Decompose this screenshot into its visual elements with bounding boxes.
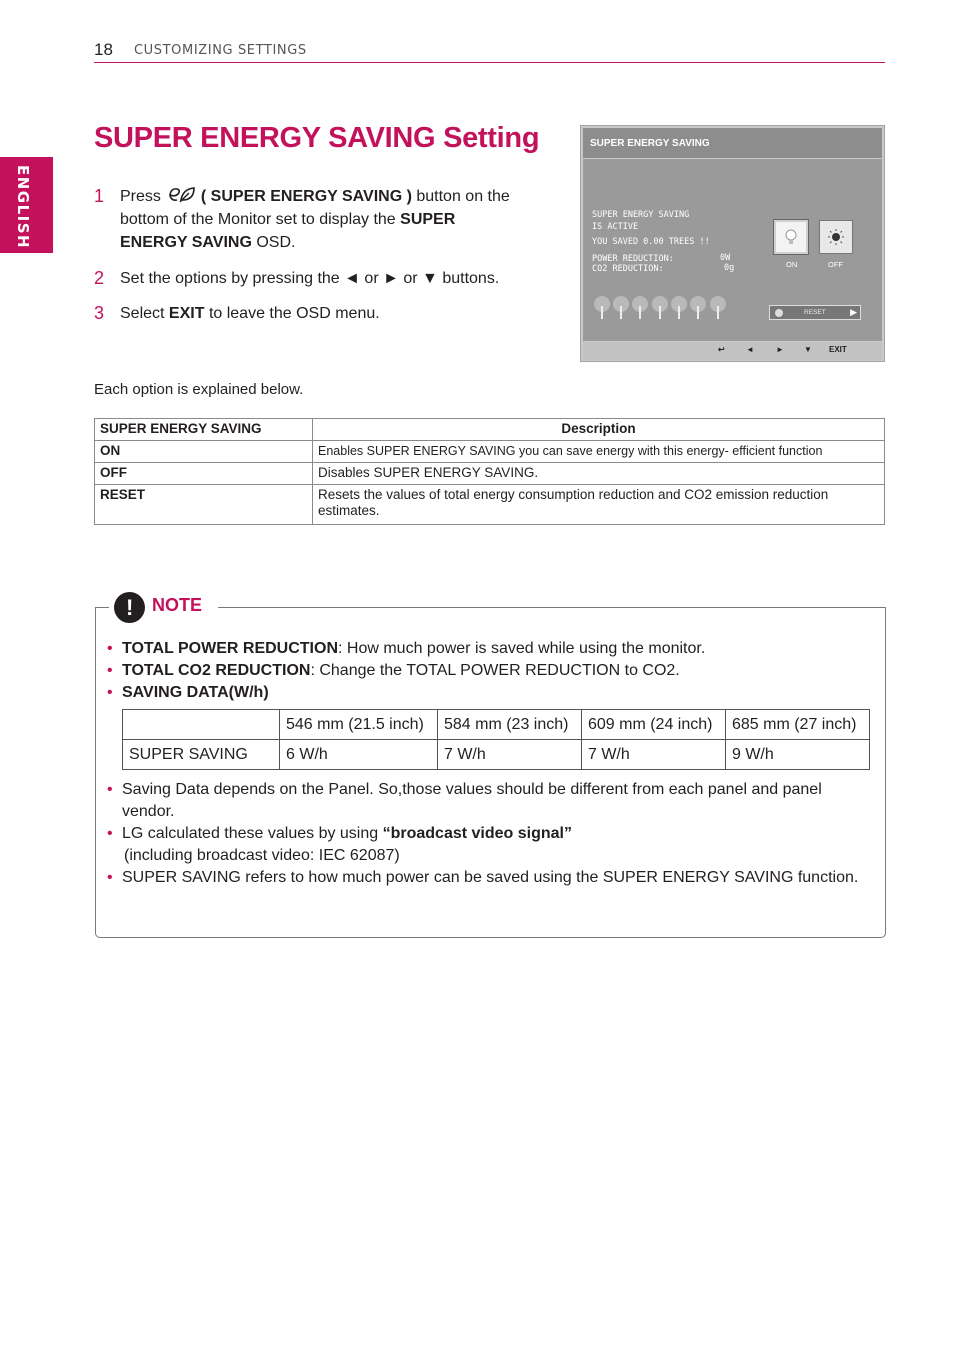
super-energy-saving-icon [167, 186, 197, 203]
section-title: CUSTOMIZING SETTINGS [134, 43, 307, 58]
osd-status-line-1: SUPER ENERGY SAVING [592, 210, 690, 220]
table-row [123, 740, 870, 770]
osd-off-label: OFF [828, 260, 843, 269]
option-desc: Enables SUPER ENERGY SAVING you can save energy with this energy- efficient function [313, 441, 885, 463]
osd-reset-button[interactable] [769, 305, 861, 320]
table-cell: SUPER SAVING [123, 740, 280, 770]
option-key: ON [95, 441, 313, 463]
table-header-row [95, 419, 885, 441]
osd-exit-label[interactable]: EXIT [829, 345, 847, 354]
note-border [95, 607, 109, 608]
sun-icon [820, 221, 852, 253]
osd-power-value: 0W [720, 253, 731, 263]
option-key: RESET [95, 485, 313, 525]
page-number: 18 [94, 40, 113, 59]
step-number-1: 1 [94, 186, 105, 206]
osd-co2-value: 0g [724, 263, 735, 273]
language-tab [0, 157, 53, 253]
step-3-text: Select EXIT to leave the OSD menu. [120, 305, 380, 322]
note-label: NOTE [152, 595, 203, 615]
note-item: TOTAL POWER REDUCTION: How much power is saved while using the monitor. [122, 640, 706, 657]
option-desc: Disables SUPER ENERGY SAVING. [313, 463, 885, 485]
nav-left-icon[interactable]: ◄ [746, 345, 754, 354]
step-1-text: Press ( SUPER ENERGY SAVING ) button on the bottom of the Monitor set to display the SUPER ENERGY SAVING OSD. [120, 188, 510, 251]
bullet: • [107, 869, 113, 886]
tree-icon [709, 296, 727, 320]
play-arrow-icon: ▶ [850, 307, 857, 317]
osd-saved-line: YOU SAVED 0.00 TREES !! [592, 237, 710, 247]
osd-reset-label: RESET [804, 309, 826, 316]
tree-icon [670, 296, 688, 320]
osd-titlebar [583, 128, 882, 158]
lightbulb-icon [776, 222, 806, 252]
osd-power-label: POWER REDUCTION: [592, 254, 674, 264]
osd-title: SUPER ENERGY SAVING [590, 138, 710, 149]
tree-icon [631, 296, 649, 320]
explain-intro: Each option is explained below. [94, 381, 304, 398]
bullet: • [107, 684, 113, 701]
table-header-cell: 609 mm (24 inch) [581, 710, 725, 740]
osd-on-button[interactable] [774, 220, 808, 254]
osd-off-button[interactable] [819, 220, 853, 254]
return-icon[interactable]: ↩ [718, 345, 725, 354]
table-header-cell: Description [313, 419, 885, 441]
table-header-cell: SUPER ENERGY SAVING [95, 419, 313, 441]
table-header-cell: 546 mm (21.5 inch) [280, 710, 438, 740]
note-item: Saving Data depends on the Panel. So,those values should be different from each panel and panel vendor. [122, 781, 822, 820]
osd-screenshot [580, 125, 885, 362]
note-item: LG calculated these values by using “broadcast video signal” (including broadcast video: IEC 62087) [122, 825, 572, 864]
tree-icon [612, 296, 630, 320]
nav-down-icon[interactable]: ▼ [804, 345, 812, 354]
step-2-text: Set the options by pressing the ◄ or ► or ▼ buttons. [120, 270, 500, 287]
saving-data-table [122, 709, 870, 770]
tree-icon [593, 296, 611, 320]
note-item: SAVING DATA(W/h) [122, 684, 269, 701]
osd-co2-label: CO2 REDUCTION: [592, 264, 664, 274]
osd-navbar [583, 342, 882, 360]
table-header-cell [123, 710, 280, 740]
note-item: SUPER SAVING refers to how much power can be saved using the SUPER ENERGY SAVING function. [122, 869, 859, 886]
table-cell: 6 W/h [280, 740, 438, 770]
note-border [218, 607, 886, 608]
table-row [95, 441, 885, 463]
table-header-cell: 584 mm (23 inch) [437, 710, 581, 740]
tree-icon [651, 296, 669, 320]
bullet: • [107, 640, 113, 657]
options-table [94, 418, 885, 525]
reset-icon [774, 308, 784, 318]
table-cell: 7 W/h [437, 740, 581, 770]
table-cell: 9 W/h [725, 740, 869, 770]
note-item: TOTAL CO2 REDUCTION: Change the TOTAL POWER REDUCTION to CO2. [122, 662, 680, 679]
osd-panel [583, 159, 882, 341]
option-key: OFF [95, 463, 313, 485]
table-header-cell: 685 mm (27 inch) [725, 710, 869, 740]
language-tab-label: ENGLISH [14, 165, 32, 250]
osd-status-line-2: IS ACTIVE [592, 222, 639, 232]
bullet: • [107, 662, 113, 679]
exclamation-icon: ! [114, 592, 145, 623]
nav-right-icon[interactable]: ► [776, 345, 784, 354]
header-divider [94, 62, 885, 63]
table-cell: 7 W/h [581, 740, 725, 770]
step-number-3: 3 [94, 303, 105, 323]
table-header-row [123, 710, 870, 740]
option-desc: Resets the values of total energy consumption reduction and CO2 emission reduction estimates. [313, 485, 885, 525]
bullet: • [107, 781, 113, 798]
table-row [95, 463, 885, 485]
page-title: SUPER ENERGY SAVING Setting [94, 122, 540, 154]
table-row [95, 485, 885, 525]
bullet: • [107, 825, 113, 842]
osd-on-label: ON [786, 260, 798, 269]
tree-icon [689, 296, 707, 320]
step-number-2: 2 [94, 268, 105, 288]
